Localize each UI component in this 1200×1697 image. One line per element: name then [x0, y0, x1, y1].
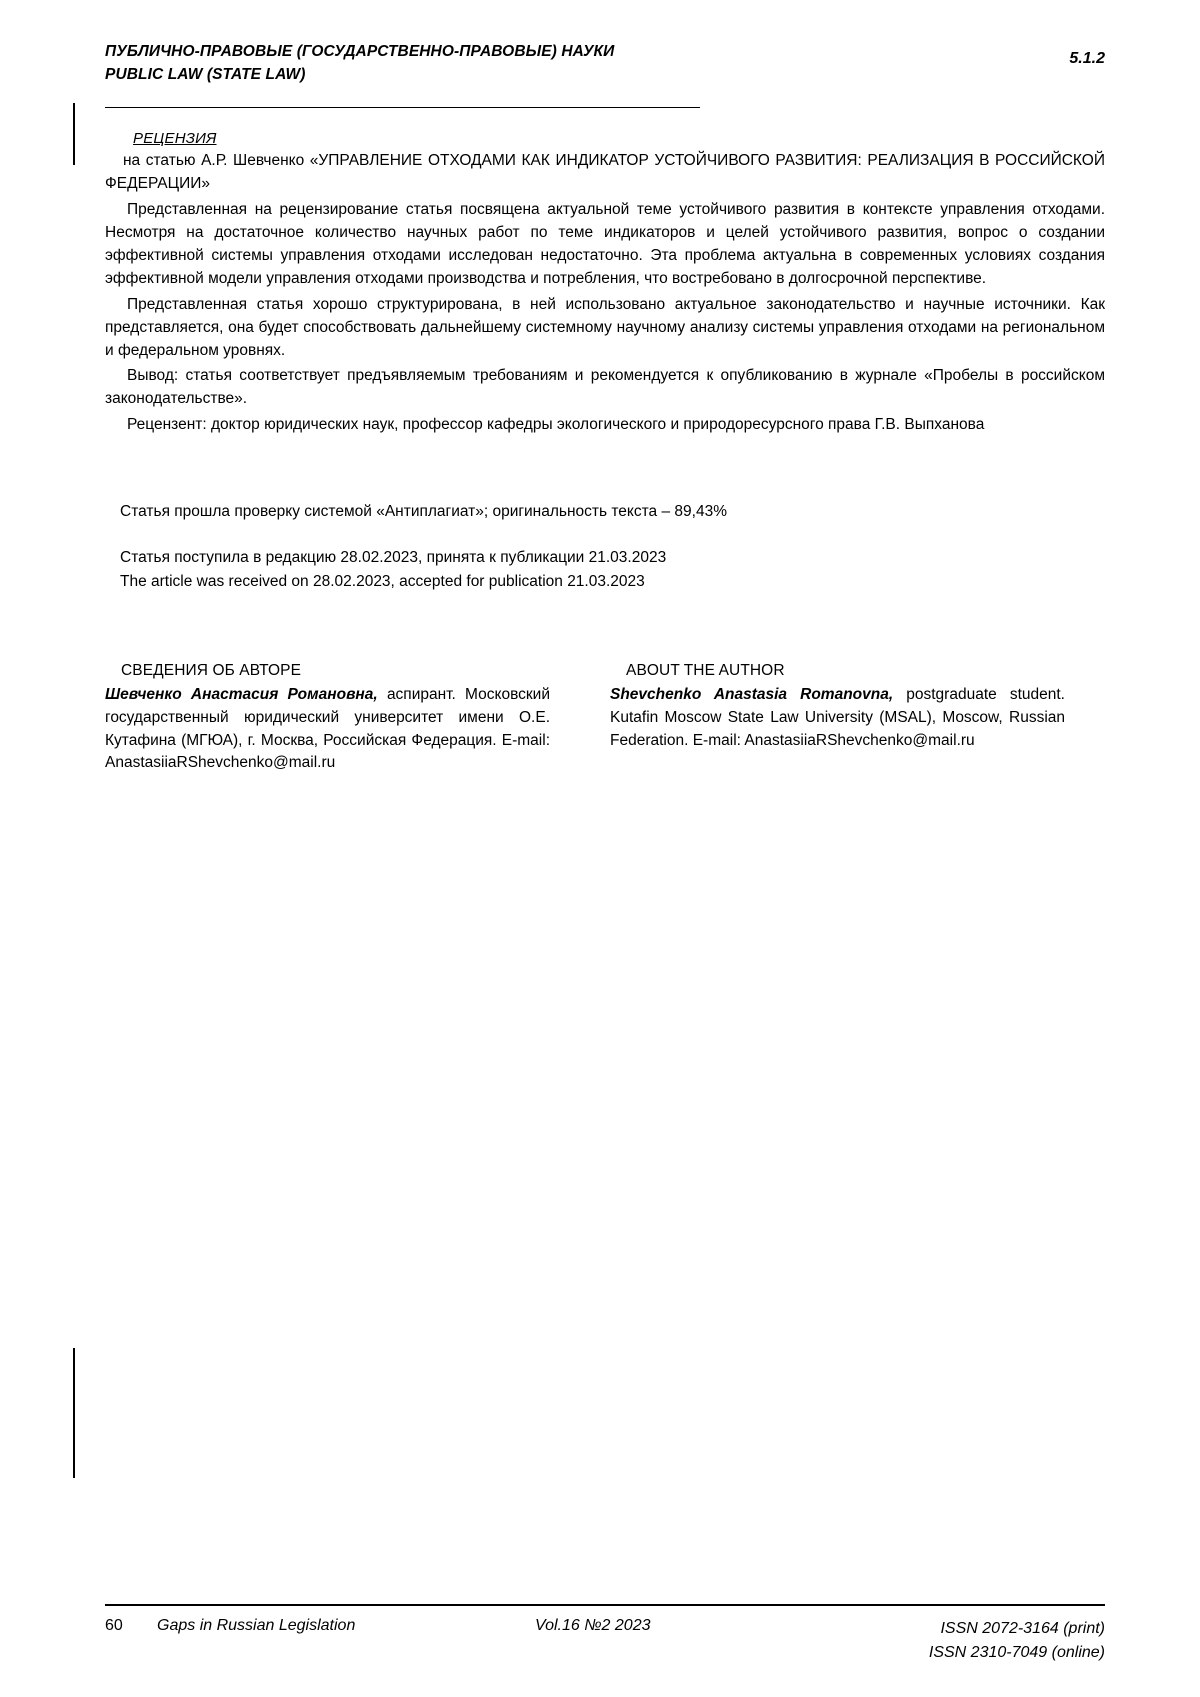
margin-rule-top — [73, 103, 75, 165]
page-header — [105, 40, 1105, 87]
review-paragraph-3: Вывод: статья соответствует предъявляемым требованиям и рекомендуется к опубликованию в журнале «Пробелы в российском законодательстве». — [105, 367, 1105, 408]
publication-notes — [120, 500, 1000, 594]
author-heading-en: ABOUT THE AUTHOR — [626, 662, 785, 679]
page-number: 60 — [105, 1617, 123, 1634]
review-title: на статью А.Р. Шевченко «УПРАВЛЕНИЕ ОТХОДАМИ КАК ИНДИКАТОР УСТОЙЧИВОГО РАЗВИТИЯ: РЕАЛИЗАЦИЯ В РОССИЙСКОЙ ФЕДЕРАЦИИ» — [105, 152, 1105, 192]
section-heading-en: PUBLIC LAW (STATE LAW) — [105, 66, 306, 84]
review-paragraph-2: Представленная статья хорошо структурирована, в ней использовано актуальное законодательство и научные источники. Как представляется, она будет способствовать дальнейшему системному научному анализу системы управления отходами на региональном и федеральном уровнях. — [105, 295, 1105, 359]
author-details-ru: аспирант. Московский государственный юридический университет имени О.Е. Кутафина (МГЮА), г. Москва, Российская Федерация. E-mail: AnastasiiaRShevchenko@mail.ru — [105, 686, 550, 772]
author-name-ru: Шевченко Анастасия Романовна, — [105, 686, 378, 703]
author-info — [105, 662, 1105, 775]
received-note-ru: Статья поступила в редакцию 28.02.2023, принята к публикации 21.03.2023 — [120, 549, 667, 567]
section-heading-ru: ПУБЛИЧНО-ПРАВОВЫЕ (ГОСУДАРСТВЕННО-ПРАВОВЫЕ) НАУКИ — [105, 43, 615, 60]
received-note-en: The article was received on 28.02.2023, accepted for publication 21.03.2023 — [120, 573, 645, 591]
review-body — [105, 130, 1105, 437]
author-body-en — [610, 684, 1065, 752]
author-body-ru — [105, 684, 550, 775]
antiplagiat-note: Статья прошла проверку системой «Антиплагиат»; оригинальность текста – 89,43% — [120, 503, 727, 520]
header-divider — [105, 107, 700, 108]
footer-divider — [105, 1604, 1105, 1606]
issn-block — [929, 1617, 1105, 1665]
journal-title: Gaps in Russian Legislation — [157, 1617, 356, 1634]
margin-rule-bottom — [73, 1348, 75, 1478]
volume-issue: Vol.16 №2 2023 — [535, 1617, 651, 1634]
review-label: РЕЦЕНЗИЯ — [133, 130, 217, 147]
review-paragraph-1: Представленная на рецензирование статья посвящена актуальной теме устойчивого развития в контексте управления отходами. Несмотря на достаточное количество научных работ по теме индикаторов и целей устойчивого развития, вопрос о создании эффективной системы управления отходами исследован недостаточно. Эта проблема актуальна в современных условиях создания эффективной модели управления отходами производства и потребления, что востребовано в долгосрочной перспективе. — [105, 200, 1105, 287]
author-info-en — [610, 662, 1065, 775]
author-name-en: Shevchenko Anastasia Romanovna, — [610, 686, 894, 703]
page-footer — [105, 1617, 1105, 1661]
issn-print: ISSN 2072-3164 (print) — [940, 1620, 1105, 1637]
author-info-ru — [105, 662, 550, 775]
review-paragraph-4: Рецензент: доктор юридических наук, профессор кафедры экологического и природоресурсного права Г.В. Выпханова — [127, 416, 985, 434]
section-code: 5.1.2 — [1069, 50, 1105, 67]
author-heading-ru: СВЕДЕНИЯ ОБ АВТОРЕ — [121, 662, 302, 679]
header-row — [105, 40, 1105, 87]
notes-spacer — [120, 524, 1000, 546]
section-heading — [105, 40, 614, 87]
issn-online: ISSN 2310-7049 (online) — [928, 1644, 1105, 1661]
author-details-en: postgraduate student. Kutafin Moscow State Law University (MSAL), Moscow, Russian Federation. E-mail: AnastasiiaRShevchenko@mail.ru — [610, 686, 1065, 749]
